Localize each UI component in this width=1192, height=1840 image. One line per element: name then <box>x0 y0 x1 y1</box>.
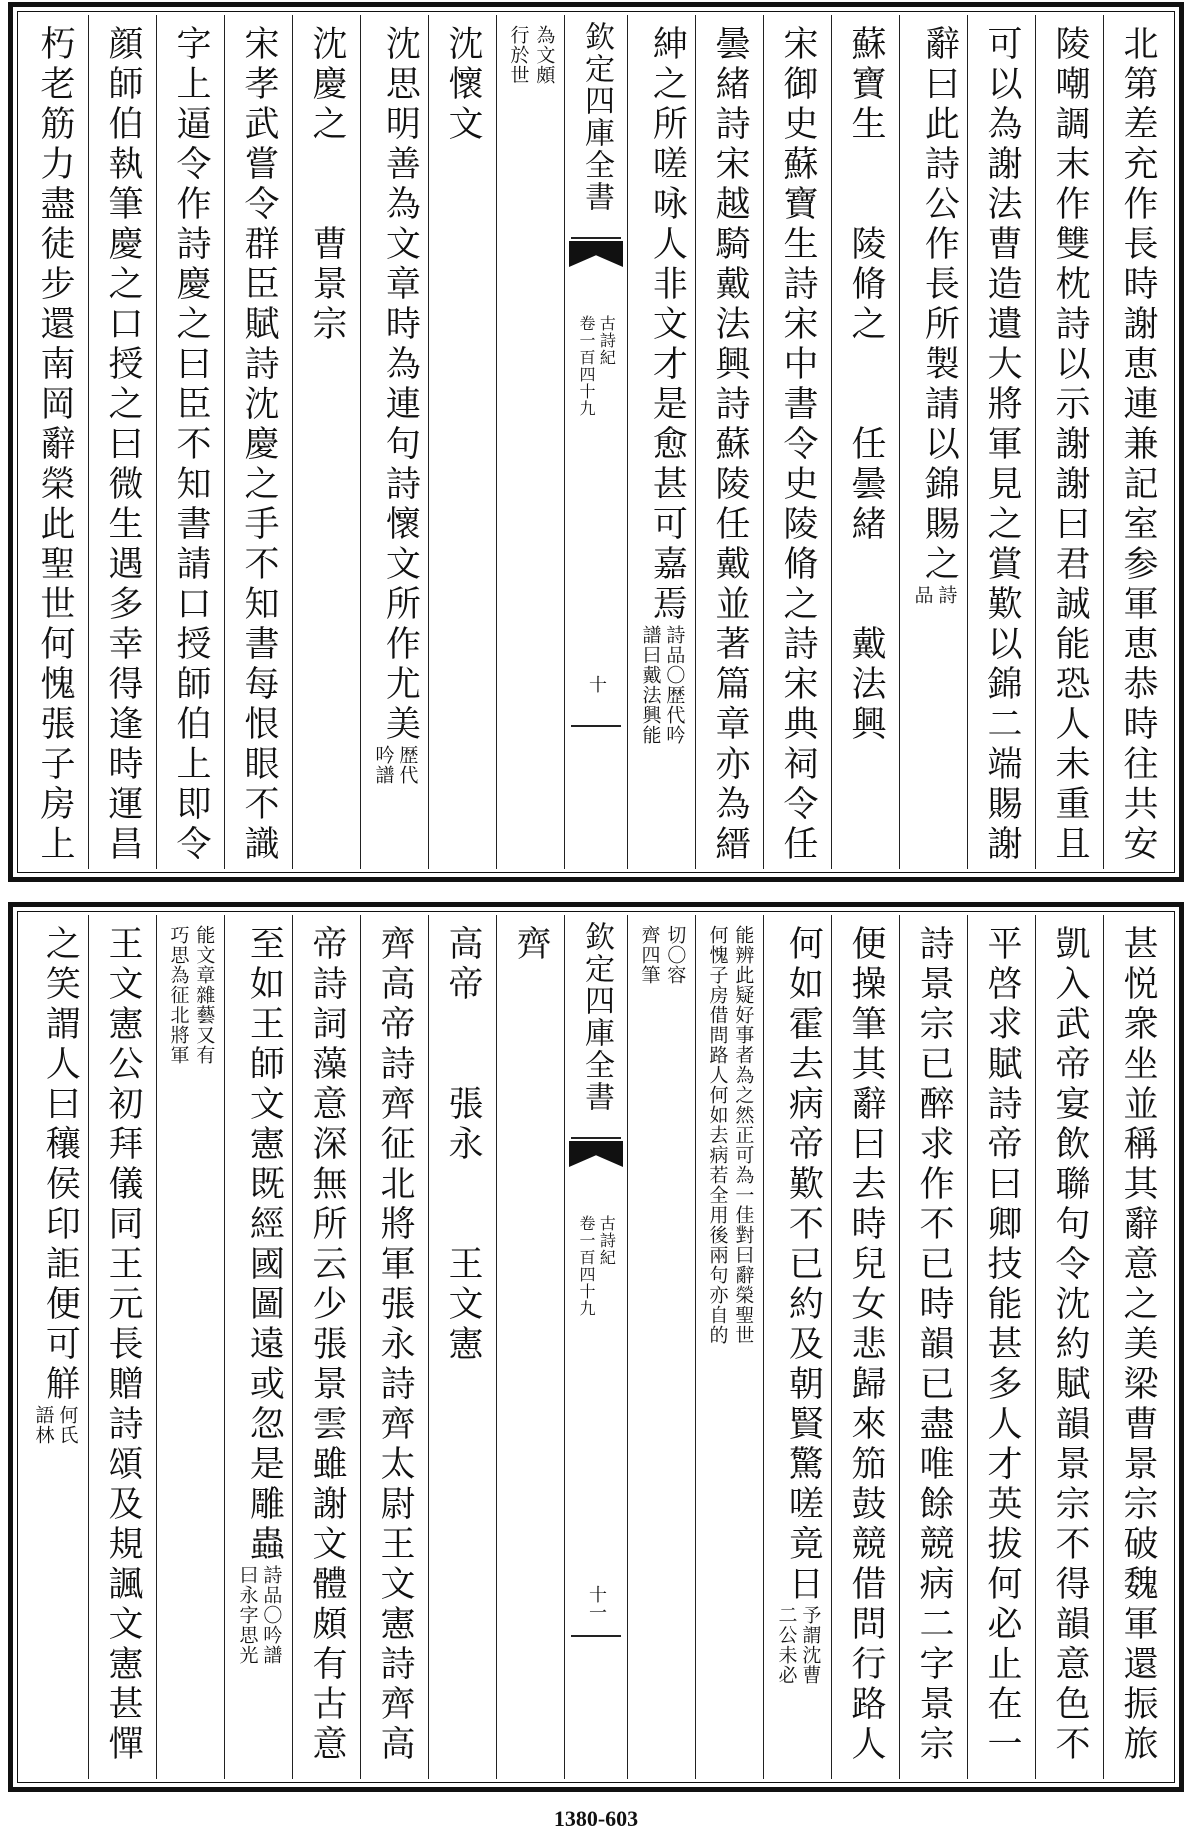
main-text: 宋御史蘇寶生詩宋中書令史陵脩之詩宋典祠令任 <box>778 25 818 865</box>
column-text <box>710 25 750 865</box>
inline-annotation <box>32 1405 78 1445</box>
column-text <box>443 25 483 145</box>
annotation-line: 能文章雜藝又有 <box>193 925 216 1065</box>
column-text <box>307 25 347 345</box>
column-text <box>307 925 347 1765</box>
text-column <box>968 15 1036 869</box>
main-text: 平啓求賦詩帝曰卿技能甚多人才英拔何必止在一 <box>982 925 1022 1765</box>
column-text <box>914 925 954 1765</box>
main-text: 沈慶之 曹景宗 <box>307 25 347 345</box>
annotation-note <box>706 925 754 1345</box>
annotation-line: 何愧子房借問路人何如去病若全用後兩句亦自的 <box>706 925 729 1345</box>
text-column <box>1036 15 1104 869</box>
annotation-line: 語林 <box>32 1405 55 1445</box>
text-column <box>89 15 157 869</box>
column-text <box>1118 25 1158 865</box>
column-text <box>639 25 688 745</box>
annotation-line: 為文頗 <box>533 25 556 85</box>
text-column <box>696 15 764 869</box>
text-column <box>225 15 293 869</box>
annotation-line: 品 <box>911 585 934 605</box>
volume-line: 卷一百四十九 <box>577 1215 596 1317</box>
main-text: 高帝 張永 王文憲 <box>443 925 483 1365</box>
main-text: 沈懷文 <box>443 25 483 145</box>
text-column <box>361 15 429 869</box>
main-text: 何如霍去病帝歎不已約及朝賢驚嗟竟日 <box>783 925 824 1605</box>
main-text: 之笑謂人曰穰侯印詎便可觧 <box>40 925 81 1405</box>
text-column <box>832 915 900 1779</box>
text-column <box>429 15 497 869</box>
main-text: 宋孝武嘗令群臣賦詩沈慶之手不知書每恨眼不識 <box>239 25 279 865</box>
center-fold <box>565 15 628 869</box>
divider <box>571 237 621 239</box>
column-text <box>375 925 415 1765</box>
main-text: 紳之所嗟咏人非文才是愈甚可嘉焉 <box>647 25 688 625</box>
annotation-line: 二公未必 <box>775 1605 798 1685</box>
inline-annotation <box>639 625 685 745</box>
annotation-note <box>507 25 555 85</box>
column-text <box>103 25 143 865</box>
main-text: 陵嘲調末作雙枕詩以示謝謝曰君誠能恐人未重且 <box>1050 25 1090 865</box>
column-text <box>846 25 886 745</box>
column-text <box>35 25 75 865</box>
folio-number: 十一 <box>586 1585 607 1621</box>
book-title: 欽定四庫全書 <box>579 921 614 1113</box>
volume-label <box>577 315 616 417</box>
annotation-note <box>167 925 215 1065</box>
text-column <box>293 915 361 1779</box>
fishtail-mark <box>569 241 623 267</box>
annotation-line: 切〇容 <box>664 925 687 985</box>
text-column <box>900 915 968 1779</box>
annotation-line: 詩品〇吟譜 <box>260 1565 283 1665</box>
main-text: 可以為謝法曹造遺大將軍見之賞歎以錦二端賜謝 <box>982 25 1022 865</box>
column-text <box>911 25 960 605</box>
main-text: 蘇寶生 陵脩之 任曇緒 戴法興 <box>846 25 886 745</box>
bottom-columns <box>21 915 1171 1779</box>
main-text: 詩景宗已醉求作不已時韻已盡唯餘競病二字景宗 <box>914 925 954 1765</box>
text-column <box>900 15 968 869</box>
main-text: 字上逼令作詩慶之曰臣不知書請口授師伯上即令 <box>171 25 211 865</box>
page-code: 1380-603 <box>553 1806 639 1831</box>
column-text <box>103 925 143 1765</box>
text-column <box>1104 915 1171 1779</box>
text-column <box>696 915 764 1779</box>
column-text <box>778 25 818 865</box>
column-text <box>1050 925 1090 1765</box>
fishtail-mark <box>569 1141 623 1167</box>
folio-number: 十 <box>586 675 607 693</box>
text-column <box>21 15 89 869</box>
main-text: 顔師伯執筆慶之口授之曰微生遇多幸得逢時運昌 <box>103 25 143 865</box>
column-text <box>1050 25 1090 865</box>
column-text <box>982 25 1022 865</box>
main-text: 帝詩詞藻意深無所云少張景雲雖謝文體頗有古意 <box>307 925 347 1765</box>
column-text <box>511 925 551 965</box>
column-text <box>236 925 285 1665</box>
inline-annotation <box>911 585 957 605</box>
top-page <box>8 2 1184 882</box>
column-text <box>846 925 886 1765</box>
annotation-line: 何氏 <box>56 1405 79 1445</box>
text-column <box>628 15 696 869</box>
annotation-line: 曰永字思光 <box>236 1565 259 1665</box>
column-text <box>171 25 211 865</box>
text-column <box>89 915 157 1779</box>
text-column <box>361 915 429 1779</box>
text-column <box>497 915 565 1779</box>
text-column <box>21 915 89 1779</box>
top-columns <box>21 15 1171 869</box>
column-text <box>982 925 1022 1765</box>
annotation-line: 予謂沈曹 <box>799 1605 822 1685</box>
main-text: 沈思明善為文章時為連句詩懷文所作尤美 <box>380 25 421 745</box>
main-text: 齊 <box>511 925 551 965</box>
annotation-line: 行於世 <box>507 25 530 85</box>
divider <box>571 1635 621 1637</box>
main-text: 北第差充作長時謝恵連兼記室参軍恵恭時往共安 <box>1118 25 1158 865</box>
column-text <box>32 925 81 1445</box>
divider <box>571 725 621 727</box>
main-text: 辭曰此詩公作長所製請以錦賜之 <box>919 25 960 585</box>
text-column <box>764 915 832 1779</box>
text-column <box>157 915 225 1779</box>
volume-line: 古詩紀 <box>597 1215 617 1266</box>
inline-annotation <box>236 1565 282 1665</box>
main-text: 凱入武帝宴飲聯句令沈約賦韻景宗不得韻意色不 <box>1050 925 1090 1765</box>
text-column <box>497 15 565 869</box>
annotation-note <box>638 925 686 985</box>
text-column <box>429 915 497 1779</box>
main-text: 王文憲公初拜儀同王元長贈詩頌及規諷文憲甚憚 <box>103 925 143 1765</box>
inline-annotation <box>372 745 418 785</box>
main-text: 齊高帝詩齊征北將軍張永詩齊太尉王文憲詩齊高 <box>375 925 415 1765</box>
bottom-page <box>8 902 1184 1792</box>
annotation-line: 能辨此疑好事者為之然正可為一佳對曰辭榮聖世 <box>732 925 755 1345</box>
divider <box>571 1137 621 1139</box>
text-column <box>293 15 361 869</box>
volume-line: 卷一百四十九 <box>577 315 596 417</box>
book-title: 欽定四庫全書 <box>579 21 614 213</box>
main-text: 朽老筋力盡徒步還南岡辭榮此聖世何愧張子房上 <box>35 25 75 865</box>
column-text <box>1118 925 1158 1765</box>
annotation-line: 歴代 <box>396 745 419 785</box>
column-text <box>775 925 824 1685</box>
volume-line: 古詩紀 <box>597 315 617 366</box>
text-column <box>628 915 696 1779</box>
annotation-line: 吟譜 <box>372 745 395 785</box>
text-column <box>1104 15 1171 869</box>
text-column <box>764 15 832 869</box>
annotation-line: 詩品〇歴代吟 <box>663 625 686 745</box>
annotation-line: 譜曰戴法興能 <box>639 625 662 745</box>
volume-label <box>577 1215 616 1317</box>
main-text: 至如王師文憲既經國圖遠或忽是雕蟲 <box>244 925 285 1565</box>
inline-annotation <box>775 1605 821 1685</box>
text-column <box>1036 915 1104 1779</box>
text-column <box>225 915 293 1779</box>
center-fold <box>565 915 628 1779</box>
column-text <box>239 25 279 865</box>
column-text <box>372 25 421 785</box>
column-text <box>443 925 483 1365</box>
main-text: 甚悦衆坐並稱其辭意之美梁曹景宗破魏軍還振旅 <box>1118 925 1158 1765</box>
text-column <box>968 915 1036 1779</box>
text-column <box>832 15 900 869</box>
annotation-line: 詩 <box>935 585 958 605</box>
main-text: 曇緒詩宋越騎戴法興詩蘇陵任戴並著篇章亦為縉 <box>710 25 750 865</box>
text-column <box>157 15 225 869</box>
main-text: 便操筆其辭曰去時兒女悲歸來笳鼓競借問行路人 <box>846 925 886 1765</box>
annotation-line: 齊四筆 <box>638 925 661 985</box>
annotation-line: 巧思為征北將軍 <box>167 925 190 1065</box>
